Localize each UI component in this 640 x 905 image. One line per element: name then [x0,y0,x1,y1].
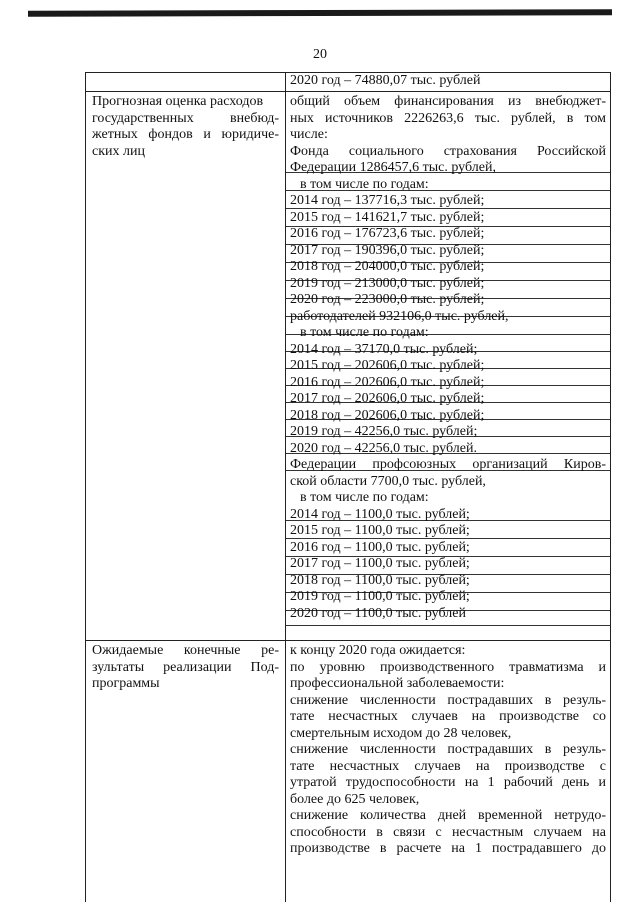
text-line: более до 625 человек, [290,791,420,807]
text-line: в том числе по годам: [300,325,429,340]
text-line: 2014 год – 137716,3 тыс. рублей; [290,193,485,208]
text-line: 2019 год – 1100,0 тыс. рублей; [290,589,470,604]
text-line: программы [92,676,160,691]
text-line: 2014 год – 1100,0 тыс. рублей; [290,506,470,522]
text-line: 2016 год – 202606,0 тыс. рублей; [290,374,485,390]
text-line: Ожидаемые конечные ре- [92,643,279,658]
text-line: 2017 год – 202606,0 тыс. рублей; [290,391,485,406]
text-line: зультаты реализации Под- [92,659,279,675]
text-line: Федерации 1286457,6 тыс. рублей, [290,160,496,175]
text-line: 2017 год – 190396,0 тыс. рублей; [290,242,485,258]
text-line: Фонда социального страхования Российской [290,143,606,159]
document-table [85,72,611,902]
text-line: смертельным исходом до 28 человек, [290,725,512,741]
text-line: снижение численности пострадавших в резуль- [290,692,606,708]
top-border-bar [28,9,612,17]
text-line: снижение численности пострадавших в резуль- [290,742,606,757]
text-line: ских лиц [92,143,145,159]
text-line: 2020 год – 42256,0 тыс. рублей. [290,440,477,456]
text-line: ской области 7700,0 тыс. рублей, [290,473,486,489]
text-line: 2015 год – 141621,7 тыс. рублей; [290,209,485,225]
text-line: 2019 год – 42256,0 тыс. рублей; [290,424,478,439]
row0-right-cell [290,73,606,90]
text-line: числе: [290,127,328,142]
text-line: тате несчастных случаев на производстве со [290,709,606,724]
text-line: ных источников 2226263,6 тыс. рублей, в том [290,110,606,126]
text-line: профессиональной заболеваемости: [290,676,505,691]
text-line: 2018 год – 1100,0 тыс. рублей; [290,572,470,588]
text-line: в том числе по годам: [300,176,429,192]
text-line: 2019 год – 213000,0 тыс. рублей; [290,275,485,291]
text-line: к концу 2020 года ожидается: [290,643,466,658]
text-line: 2020 год – 223000,0 тыс. рублей; [290,292,485,307]
text-line: 2016 год – 1100,0 тыс. рублей; [290,539,470,555]
text-line: производстве в расчете на 1 пострадавшего до [290,841,606,856]
text-line: 2017 год – 1100,0 тыс. рублей; [290,556,470,571]
text-line: общий объем финансирования из внебюджет- [290,94,606,109]
text-line: в том числе по годам: [300,490,429,505]
text-line: 2016 год – 176723,6 тыс. рублей; [290,226,485,241]
text-line: Федерации профсоюзных организаций Киров- [290,457,606,472]
row2-right-cell [290,643,606,858]
text-line: 2020 год – 74880,07 тыс. рублей [290,73,481,88]
text-line: снижение количества дней временной нетрудо- [290,808,606,823]
text-line: 2018 год – 202606,0 тыс. рублей; [290,407,485,423]
text-line: государственных внебюд- [92,110,279,126]
text-line: Прогнозная оценка расходов [92,94,264,109]
row2-left-cell [92,643,279,693]
text-line: способности в связи с несчастным случаем на [290,824,606,840]
text-line: 2014 год – 37170,0 тыс. рублей; [290,341,478,357]
text-line: 2020 год – 1100,0 тыс. рублей [290,605,466,621]
page-number: 20 [313,47,327,62]
text-line: работодателей 932106,0 тыс. рублей, [290,308,509,324]
text-line: утратой трудоспособности на 1 рабочий день и [290,775,606,790]
text-line: 2015 год – 1100,0 тыс. рублей; [290,523,470,538]
text-line: жетных фондов и юридиче- [92,127,279,142]
text-line: тате несчастных случаев на производстве с [290,758,606,774]
text-line: 2018 год – 204000,0 тыс. рублей; [290,259,485,274]
row1-right-cell [290,94,606,622]
text-line: по уровню производственного травматизма и [290,659,606,675]
row1-left-cell [92,94,279,160]
text-line: 2015 год – 202606,0 тыс. рублей; [290,358,485,373]
